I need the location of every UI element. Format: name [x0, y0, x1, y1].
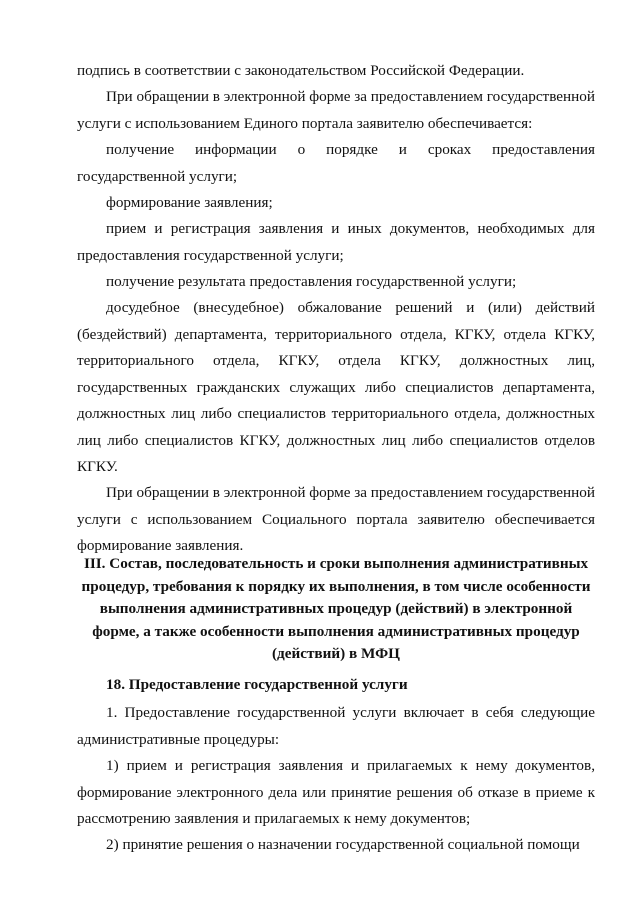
subsection-heading: 18. Предоставление государственной услуги	[106, 676, 408, 693]
paragraph-signature: подпись в соответствии с законодательством Российской Федерации.	[77, 62, 525, 79]
paragraph-social-portal: При обращении в электронной форме за предоставлением государственной услуги с использованием Социального портала заявителю обеспечивается формирование заявления.	[77, 484, 595, 554]
paragraph-registration: прием и регистрация заявления и иных документов, необходимых для предоставления государственной услуги;	[77, 220, 595, 264]
paragraph-unified-portal: При обращении в электронной форме за предоставлением государственной услуги с использованием Единого портала заявителю обеспечивается:	[77, 88, 595, 132]
paragraph-info: получение информации о порядке и сроках предоставления государственной услуги;	[77, 141, 595, 185]
paragraph-result: получение результата предоставления государственной услуги;	[106, 273, 517, 290]
paragraph-form-application: формирование заявления;	[106, 194, 273, 211]
item-1: 1. Предоставление государственной услуги включает в себя следующие административные процедуры:	[77, 704, 595, 748]
paragraph-appeal: досудебное (внесудебное) обжалование решений и (или) действий (бездействий) департамента, территориального отдела, КГКУ, отдела КГКУ, территориального отдела, КГКУ, отдела КГКУ, должностных лиц, государственных гражданских служащих либо специалистов департамента, должностных лиц либо специалистов территориального отдела, должностных лиц либо специалистов КГКУ, должностных лиц либо специалистов отделов КГКУ.	[77, 299, 595, 475]
item-1-1: 1) прием и регистрация заявления и прилагаемых к нему документов, формирование электронного дела или принятие решения об отказе в приеме к рассмотрению заявления и прилагаемых к нему документов;	[77, 757, 595, 827]
item-1-2: 2) принятие решения о назначении государственной социальной помощи	[106, 836, 580, 853]
section-heading: III. Состав, последовательность и сроки выполнения административных процедур, требования к порядку их выполнения, в том числе особенности выполнения административных процедур (действий) в электронной форме, а также особенности выполнения административных процедур (действий) в МФЦ	[81, 555, 591, 662]
